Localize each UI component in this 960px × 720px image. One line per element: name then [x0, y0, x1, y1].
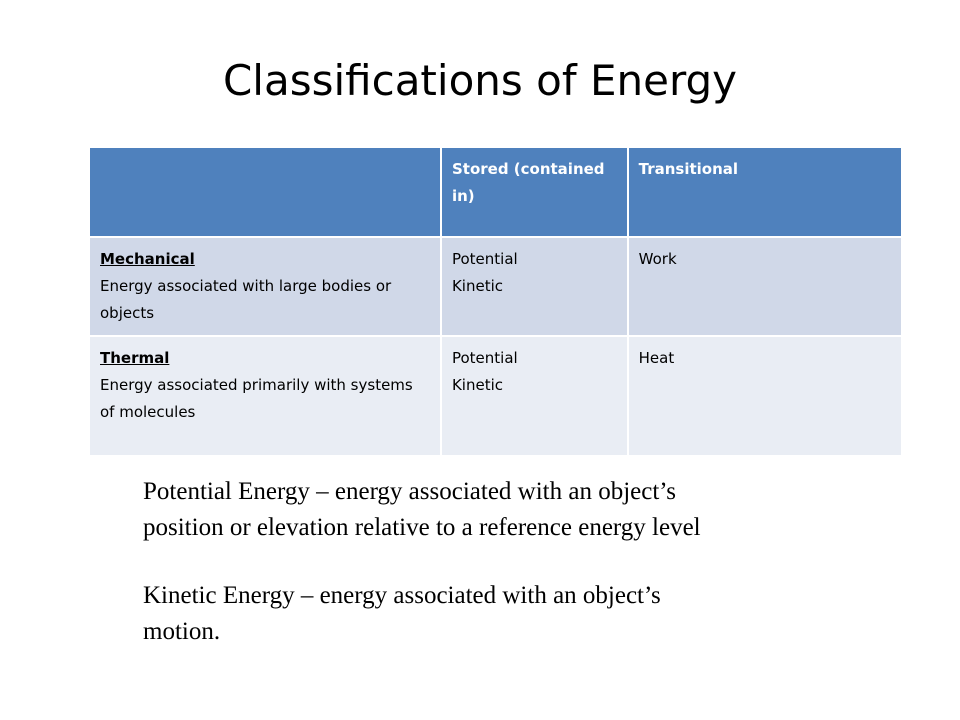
stored-item: Kinetic	[451, 277, 504, 295]
header-cell-stored: Stored (contained in)	[441, 147, 628, 237]
definitions-text	[143, 474, 743, 682]
header-cell-empty	[89, 147, 441, 237]
table-row-thermal	[89, 336, 902, 456]
kinetic-energy-definition: Kinetic Energy – energy associated with an object’s motion.	[143, 582, 661, 645]
transitional-cell: Heat	[628, 336, 902, 456]
stored-cell	[441, 336, 628, 456]
potential-energy-definition: Potential Energy – energy associated with an object’s position or elevation relative to a reference energy level	[143, 478, 701, 541]
header-cell-transitional: Transitional	[628, 147, 902, 237]
category-description: Energy associated with large bodies or objects	[100, 277, 392, 322]
category-name: Mechanical	[100, 250, 195, 268]
stored-item: Kinetic	[451, 376, 504, 394]
table-header-row	[89, 147, 902, 237]
energy-classification-table	[88, 146, 903, 457]
table-row-mechanical	[89, 237, 902, 336]
category-cell	[89, 237, 441, 336]
stored-item: Potential	[451, 349, 518, 367]
slide-title: Classifications of Energy	[222, 56, 737, 105]
stored-cell	[441, 237, 628, 336]
category-description: Energy associated primarily with systems of molecules	[100, 376, 413, 421]
category-name: Thermal	[100, 349, 170, 367]
transitional-cell: Work	[628, 237, 902, 336]
stored-item: Potential	[451, 250, 518, 268]
category-cell	[89, 336, 441, 456]
